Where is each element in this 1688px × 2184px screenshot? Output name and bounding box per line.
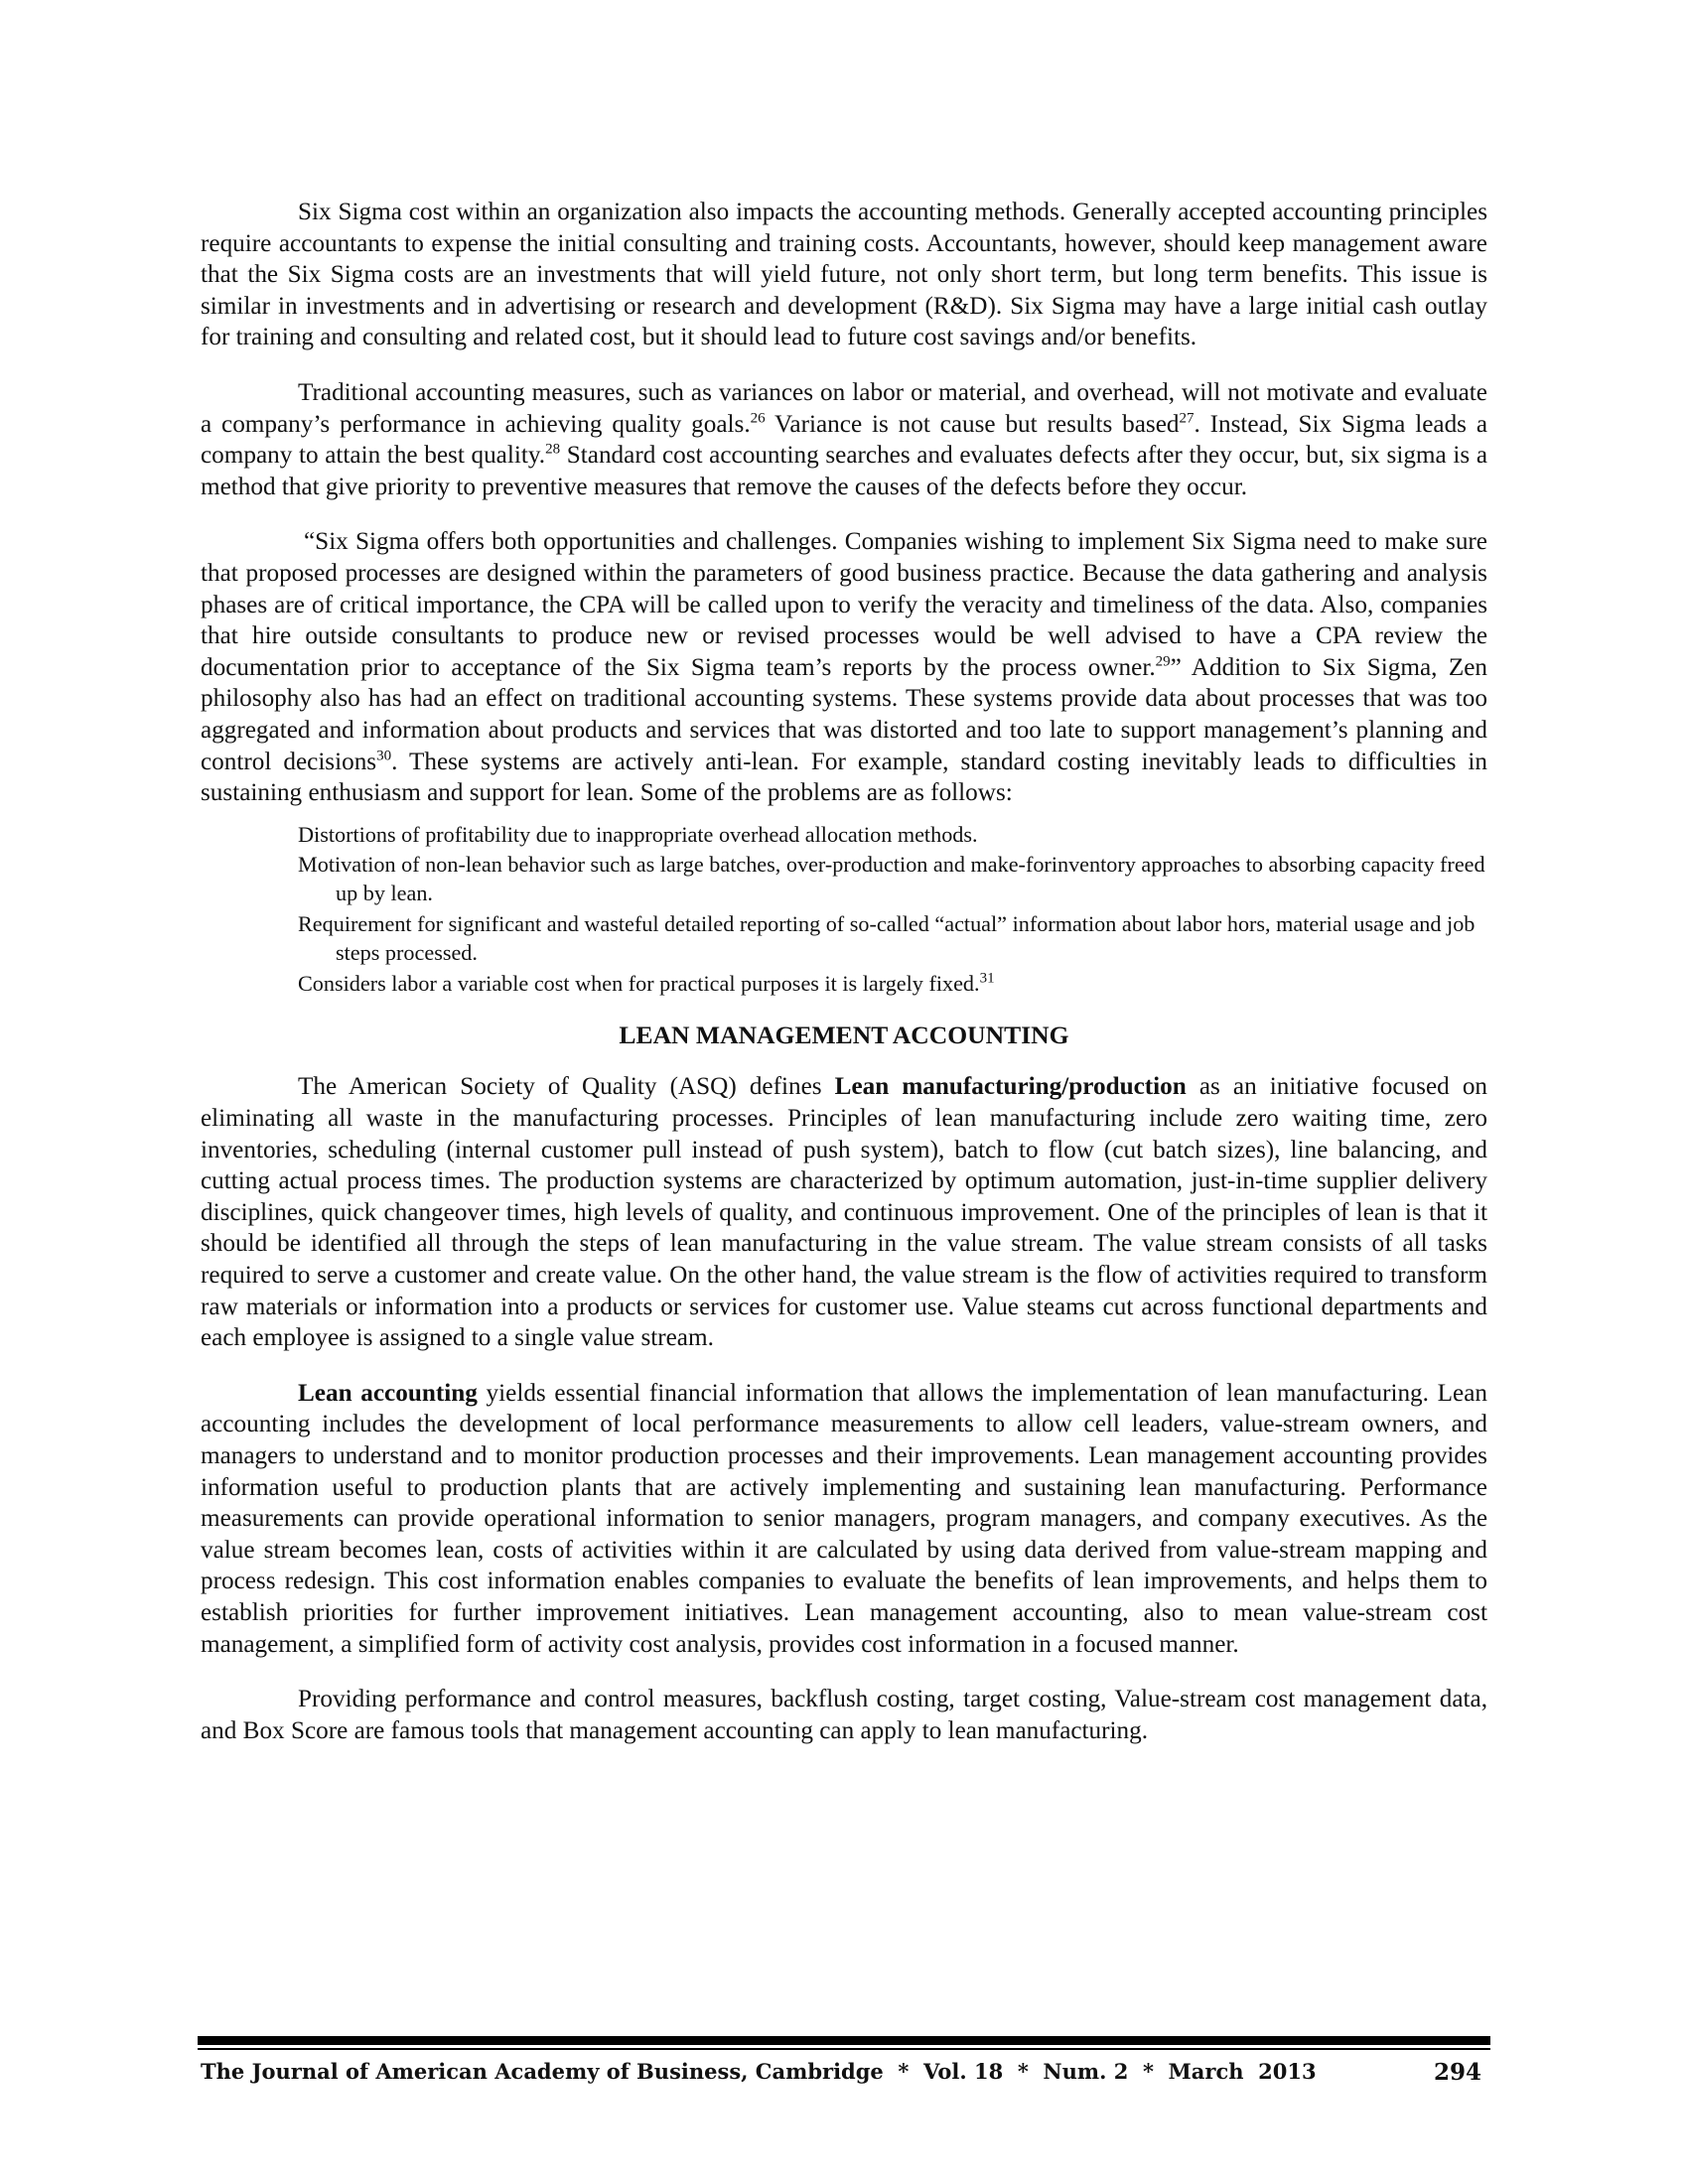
section-heading: LEAN MANAGEMENT ACCOUNTING <box>619 1021 1069 1050</box>
page-number: 294 <box>1433 2059 1481 2086</box>
list-item-text: Distortions of profitability due to inappropriate overhead allocation methods. <box>298 821 978 847</box>
footer-rule-thin <box>198 2048 1490 2050</box>
paragraph-six-sigma-quote <box>201 526 1487 808</box>
footnote-marker: 27 <box>1179 410 1195 427</box>
list-item <box>298 821 1487 850</box>
paragraph-lean-accounting <box>201 1378 1487 1660</box>
footnote-marker: 26 <box>750 410 766 427</box>
footnote-marker: 31 <box>979 970 995 987</box>
bold-term: Lean accounting <box>298 1379 478 1407</box>
list-item-text: Considers labor a variable cost when for practical purposes it is largely fixed. <box>298 970 980 996</box>
problems-list <box>201 821 1487 999</box>
paragraph-six-sigma-cost <box>201 197 1487 353</box>
footnote-marker: 28 <box>545 441 561 458</box>
paragraph-text: Standard cost accounting searches and evaluates defects after they occur, but, six sigma is a method that give priority to preventive measures that remove the causes of the defects before they occur. <box>201 442 1487 500</box>
page-body <box>201 197 1487 1746</box>
paragraph-tools <box>201 1684 1487 1746</box>
bold-term: Lean manufacturing/production <box>834 1073 1187 1101</box>
paragraph-lean-manufacturing <box>201 1071 1487 1353</box>
paragraph-traditional-measures <box>201 377 1487 502</box>
paragraph-text: as an initiative focused on eliminating all waste in the manufacturing processes. Principles of lean manufacturing include zero waiting time, zero inventories, scheduling (internal customer pull instead of push system), batch to flow (cut batch sizes), line balancing, and cutting actual process times. The production systems are characterized by optimum automation, just-in-time supplier delivery disciplines, quick changeover times, high levels of quality, and continuous improvement. One of the principles of lean is that it should be identified all through the steps of lean manufacturing in the value stream. The value stream consists of all tasks required to serve a customer and create value. On the other hand, the value stream is the flow of activities required to transform raw materials or information into a products or services for customer use. Value steams cut across functional departments and each employee is assigned to a single value stream. <box>201 1073 1488 1352</box>
paragraph-text: Traditional accounting measures, such as variances on labor or material, and overhead, will not motivate and evaluate a company’s performance in achieving quality goals. <box>201 378 1487 438</box>
paragraph-text: . These systems are actively anti-lean. For example, standard costing inevitably leads to difficulties in sustaining enthusiasm and support for lean. Some of the problems are as follows: <box>201 748 1487 807</box>
paragraph-text: . Instead, Six Sigma leads a company to attain the best quality. <box>201 410 1487 470</box>
paragraph-text: yields essential financial information that allows the implementation of lean manufacturing. Lean accounting includes the development of local performance measurements to allow cell leaders, value-stream owners, and managers to understand and to monitor production processes and their improvements. Lean management accounting provides information useful to production plants that are actively implementing and sustaining lean manufacturing. Performance measurements can provide operational information to senior managers, program managers, and company executives. As the value stream becomes lean, costs of activities within it are calculated by using data derived from value-stream mapping and process redesign. This cost information enables companies to evaluate the benefits of lean improvements, and helps them to establish priorities for further improvement initiatives. Lean management accounting, also to mean value-stream cost management, a simplified form of activity cost analysis, provides cost information in a focused manner. <box>201 1379 1487 1658</box>
list-item <box>298 970 1487 999</box>
paragraph-text: Six Sigma cost within an organization also impacts the accounting methods. Generally accepted accounting principles require accountants to expense the initial consulting and training costs. Accountants, however, should keep management aware that the Six Sigma costs are an investments that will yield future, not only short term, but long term benefits. This issue is similar in investments and in advertising or research and development (R&D). Six Sigma may have a large initial cash outlay for training and consulting and related cost, but it should lead to future cost savings and/or benefits. <box>201 199 1487 351</box>
footnote-marker: 30 <box>376 748 392 764</box>
list-item-text: Motivation of non-lean behavior such as large batches, over-production and make-forinventory approaches to absorbing capacity freed up by lean. <box>298 852 1485 906</box>
list-item-text: Requirement for significant and wasteful detailed reporting of so-called “actual” information about labor hors, material usage and job steps processed. <box>298 911 1476 965</box>
paragraph-text: The American Society of Quality (ASQ) defines <box>298 1073 835 1101</box>
paragraph-text: Variance is not cause but results based <box>765 410 1180 438</box>
footnote-marker: 29 <box>1155 653 1171 670</box>
footer-rule <box>198 2036 1490 2045</box>
paragraph-text: ” Addition to Six Sigma, Zen philosophy also has had an effect on traditional accounting systems. These systems provide data about processes that was too aggregated and information about products and services that was distorted and too late to support management’s planning and control decisions <box>201 653 1487 775</box>
paragraph-text: Providing performance and control measures, backflush costing, target costing, Value-stream cost management data, and Box Score are famous tools that management accounting can apply to lean manufacturing. <box>201 1686 1487 1744</box>
list-item <box>298 851 1487 908</box>
paragraph-text: “Six Sigma offers both opportunities and challenges. Companies wishing to implement Six Sigma need to make sure that proposed processes are designed within the parameters of good business practice. Because the data gathering and analysis phases are of critical importance, the CPA will be called upon to verify the veracity and timeliness of the data. Also, companies that hire outside consultants to produce new or revised processes would be well advised to have a CPA review the documentation prior to acceptance of the Six Sigma team’s reports by the process owner. <box>201 528 1487 681</box>
journal-citation: The Journal of American Academy of Business, Cambridge * Vol. 18 * Num. 2 * March 2013 <box>201 2059 1317 2084</box>
list-item <box>298 910 1487 968</box>
